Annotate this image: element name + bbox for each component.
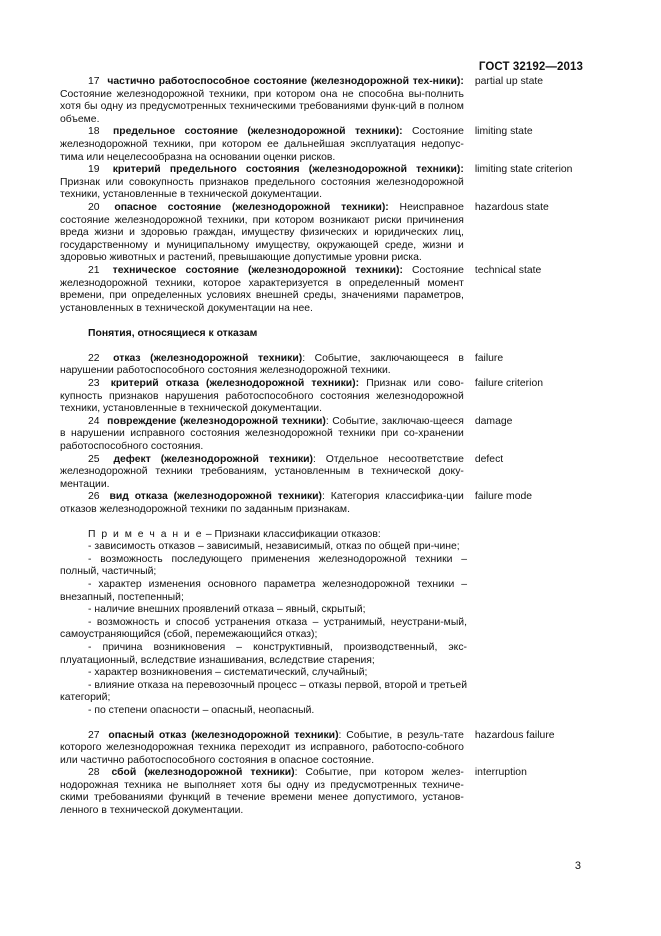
entry-definition: : Событие, в резуль-тате которого железнодорожная техника переходит из исправного, работоспо-собного или частично работоспособного состояния в опасное состояние. (60, 729, 464, 766)
term-entry-28 (60, 767, 586, 817)
term-entry-27 (60, 730, 586, 768)
note-item: - характер изменения основного параметра железнодорожной техники – внезапный, постепенный; (60, 578, 467, 603)
note-item: - влияние отказа на перевозочный процесс – отказы первой, второй и третьей категорий; (60, 679, 467, 704)
term-entry-18 (60, 126, 586, 164)
term-entry-24 (60, 416, 586, 454)
entry-number: 17 (88, 76, 100, 87)
entry-definition: Состояние железнодорожной техники, при котором она не способна вы-полнить хотя бы одну из предусмотренных техническими требованиями функ-ций в полном объеме. (60, 88, 464, 125)
entry-english: hazardous state (474, 201, 549, 213)
section-title: Понятия, относящиеся к отказам (88, 328, 258, 340)
standard-header: ГОСТ 32192—2013 (478, 61, 583, 73)
classification-note (60, 529, 467, 718)
entry-definition: : Событие, заключающееся в нарушении работоспособного состояния железнодорожной техники. (60, 352, 464, 377)
entry-definition: : Событие, при котором желез-нодорожная техника не выполняет хотя бы одну из предусмотренных техниче-скими требованиями функций в течение времени менее допустимого, установ-ленного в технической документации. (60, 767, 464, 817)
entry-english: partial up state (474, 76, 544, 87)
entry-definition: Признак или сово-купность признаков нарушения работоспособного состояния железнодорожной техники, установленные в технической документации. (60, 378, 464, 415)
term-entry-19 (60, 164, 586, 202)
document-body (60, 76, 586, 818)
note-item: - причина возникновения – конструктивный, производственный, экс-плуатационный, вследствие изнашивания, вследствие старения; (60, 641, 467, 666)
entry-definition: : Событие, заключаю-щееся в нарушении исправного состояния железнодорожной техники при со-хранении работоспособного состояния. (60, 415, 464, 453)
entry-english: failure mode (474, 491, 533, 503)
entry-english: failure (474, 352, 504, 364)
term-entry-21 (60, 265, 586, 315)
entry-term: частично работоспособное состояние (железнодорожной тех-ники): (107, 76, 464, 87)
entry-number: 24 (88, 415, 100, 427)
note-item: - возможность последующего применения железнодорожной техники – полный, частичный; (60, 553, 467, 578)
entry-term: дефект (железнодорожной техники) (113, 453, 314, 465)
entry-number: 21 (88, 264, 100, 276)
note-item: - наличие внешних проявлений отказа – явный, скрытый; (88, 604, 366, 616)
entry-english: hazardous failure (474, 729, 555, 741)
entry-english: limiting state (474, 126, 533, 138)
entry-term: сбой (железнодорожной техники) (111, 767, 295, 779)
entry-number: 18 (88, 126, 100, 138)
entry-number: 28 (88, 767, 100, 779)
entry-definition: Состояние железнодорожной техники, которое характеризуется в определенный момент времени, при определенных условиях внешней среды, значениями параметров, установленных в технической документации на нее. (60, 264, 464, 314)
term-entry-22 (60, 353, 586, 378)
entry-number: 20 (88, 201, 100, 213)
term-entry-26 (60, 491, 586, 516)
entry-number: 27 (88, 729, 100, 741)
entry-number: 22 (88, 352, 100, 364)
entries-group-b (60, 353, 586, 517)
entries-group-a (60, 76, 586, 315)
entry-number: 26 (88, 491, 100, 503)
entry-definition: Неисправное состояние железнодорожной техники, при котором возникают риски причинения вреда жизни и здоровью граждан, имуществу физических и юридических лиц, государственному и муниципальному имуществу, окружающей среде, жизни и здоровью животных и растений, превышающие допустимые уровни риска. (60, 201, 464, 264)
term-entry-23 (60, 378, 586, 416)
entries-group-c (60, 730, 586, 818)
note-item: - зависимость отказов – зависимый, независимый, отказ по общей при-чине; (88, 541, 460, 553)
note-item: - по степени опасности – опасный, неопасный. (88, 704, 315, 716)
entry-number: 23 (88, 378, 100, 390)
entry-english: damage (474, 415, 513, 427)
entry-term: вид отказа (железнодорожной техники) (109, 491, 323, 503)
entry-english: interruption (474, 767, 527, 779)
term-entry-25 (60, 454, 586, 492)
page-number: 3 (574, 860, 581, 872)
entry-definition: Признак или совокупность признаков предельного состояния железнодорожной техники, установленные в технической документации. (60, 176, 464, 201)
note-item: - возможность и способ устранения отказа – устранимый, неустрани-мый, самоустраняющийся (сбой, перемежающийся отказ); (60, 616, 467, 641)
entry-term: опасное состояние (железнодорожной техники): (114, 201, 389, 213)
entry-term: отказ (железнодорожной техники) (113, 352, 303, 364)
entry-term: критерий отказа (железнодорожной техники): (110, 378, 360, 390)
entry-number: 25 (88, 453, 100, 465)
note-item: - характер возникновения – систематический, случайный; (88, 667, 368, 679)
entry-term: предельное состояние (железнодорожной техники): (112, 126, 403, 138)
note-intro: – Признаки классификации отказов: (202, 528, 381, 540)
term-entry-17 (60, 76, 586, 126)
entry-term: техническое состояние (железнодорожной техники): (112, 264, 403, 276)
entry-number: 19 (88, 164, 100, 176)
entry-english: defect (474, 453, 504, 465)
entry-term: опасный отказ (железнодорожной техники) (108, 729, 339, 741)
entry-english: technical state (474, 264, 542, 276)
entry-term: критерий предельного состояния (железнодорожной техники): (112, 164, 464, 176)
entry-definition: : Категория классифика-ции отказов железнодорожной техники по заданным признакам. (60, 491, 464, 515)
entry-definition: : Отдельное несоответствие железнодорожной техники требованиям, установленным в технической доку-ментации. (60, 453, 464, 490)
note-label: П р и м е ч а н и е (88, 528, 203, 540)
term-entry-20 (60, 202, 586, 265)
entry-english: failure criterion (474, 378, 544, 390)
entry-definition: Состояние железнодорожной техники, при котором ее дальнейшая эксплуатация недопус-тима или нецелесообразна на основании оценки рисков. (60, 126, 464, 163)
entry-english: limiting state criterion (474, 164, 573, 176)
entry-term: повреждение (железнодорожной техники) (107, 415, 326, 427)
